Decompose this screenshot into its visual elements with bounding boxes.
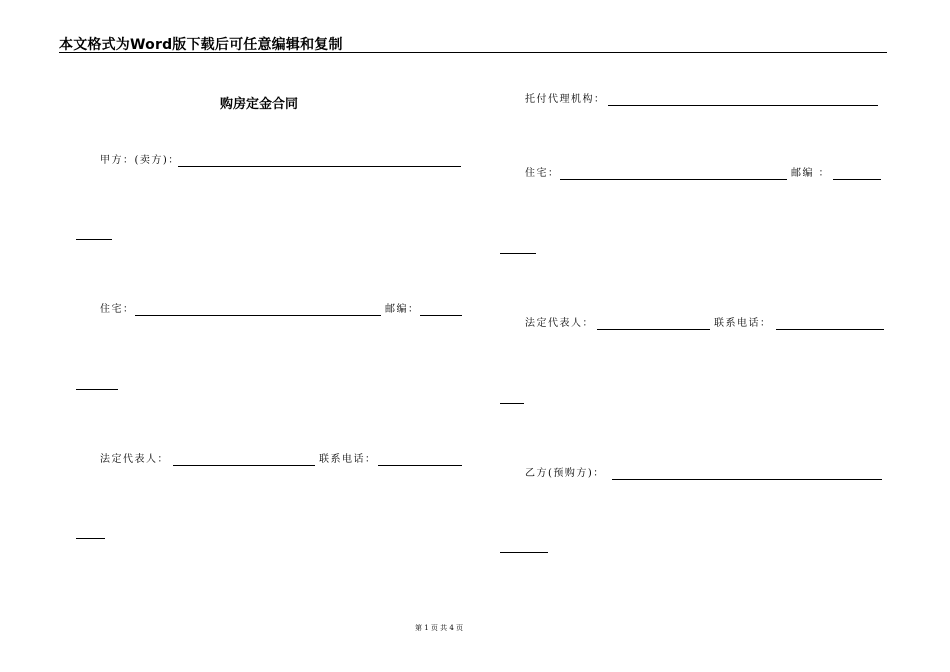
party-a-label: 甲方：(卖方)： [100,155,180,166]
right-phone-blank-continuation[interactable] [500,403,524,404]
agency-row [525,93,881,109]
right-address-blank[interactable] [560,179,787,180]
left-postcode-blank[interactable] [420,315,462,316]
right-phone-label: 联系电话： [714,318,772,329]
agency-blank[interactable] [608,105,878,106]
left-legal-rep-row [100,453,465,469]
left-phone-blank[interactable] [378,465,462,466]
header-divider [59,52,887,53]
left-address-blank[interactable] [135,315,381,316]
page-indicator: 第 1 页 共 4 页 [415,624,464,632]
left-phone-label: 联系电话： [319,454,377,465]
right-postcode-blank[interactable] [833,179,881,180]
agency-label: 托付代理机构： [525,94,606,105]
party-b-blank-continuation[interactable] [500,552,548,553]
party-a-row [100,154,465,170]
left-postcode-blank-continuation[interactable] [76,389,118,390]
left-phone-blank-continuation[interactable] [76,538,105,539]
party-b-label: 乙方(预购方)： [525,468,605,479]
left-legal-rep-blank[interactable] [173,465,315,466]
right-address-label: 住宅： [525,168,560,179]
right-legal-rep-label: 法定代表人： [525,318,594,329]
left-legal-rep-label: 法定代表人： [100,454,169,465]
party-a-blank-continuation[interactable] [76,239,112,240]
right-address-row [525,167,885,183]
right-legal-rep-blank[interactable] [597,329,710,330]
right-postcode-blank-continuation[interactable] [500,253,536,254]
right-postcode-label: 邮编 ： [791,168,831,179]
party-b-row [525,467,885,483]
document-header-note: 本文格式为Word版下载后可任意编辑和复制 [59,37,343,53]
left-address-row [100,303,465,319]
right-phone-blank[interactable] [776,329,884,330]
party-b-blank[interactable] [612,479,882,480]
party-a-blank[interactable] [178,166,461,167]
left-postcode-label: 邮编： [385,304,420,315]
document-title: 购房定金合同 [220,97,299,112]
right-legal-rep-row [525,317,887,333]
left-address-label: 住宅： [100,304,135,315]
